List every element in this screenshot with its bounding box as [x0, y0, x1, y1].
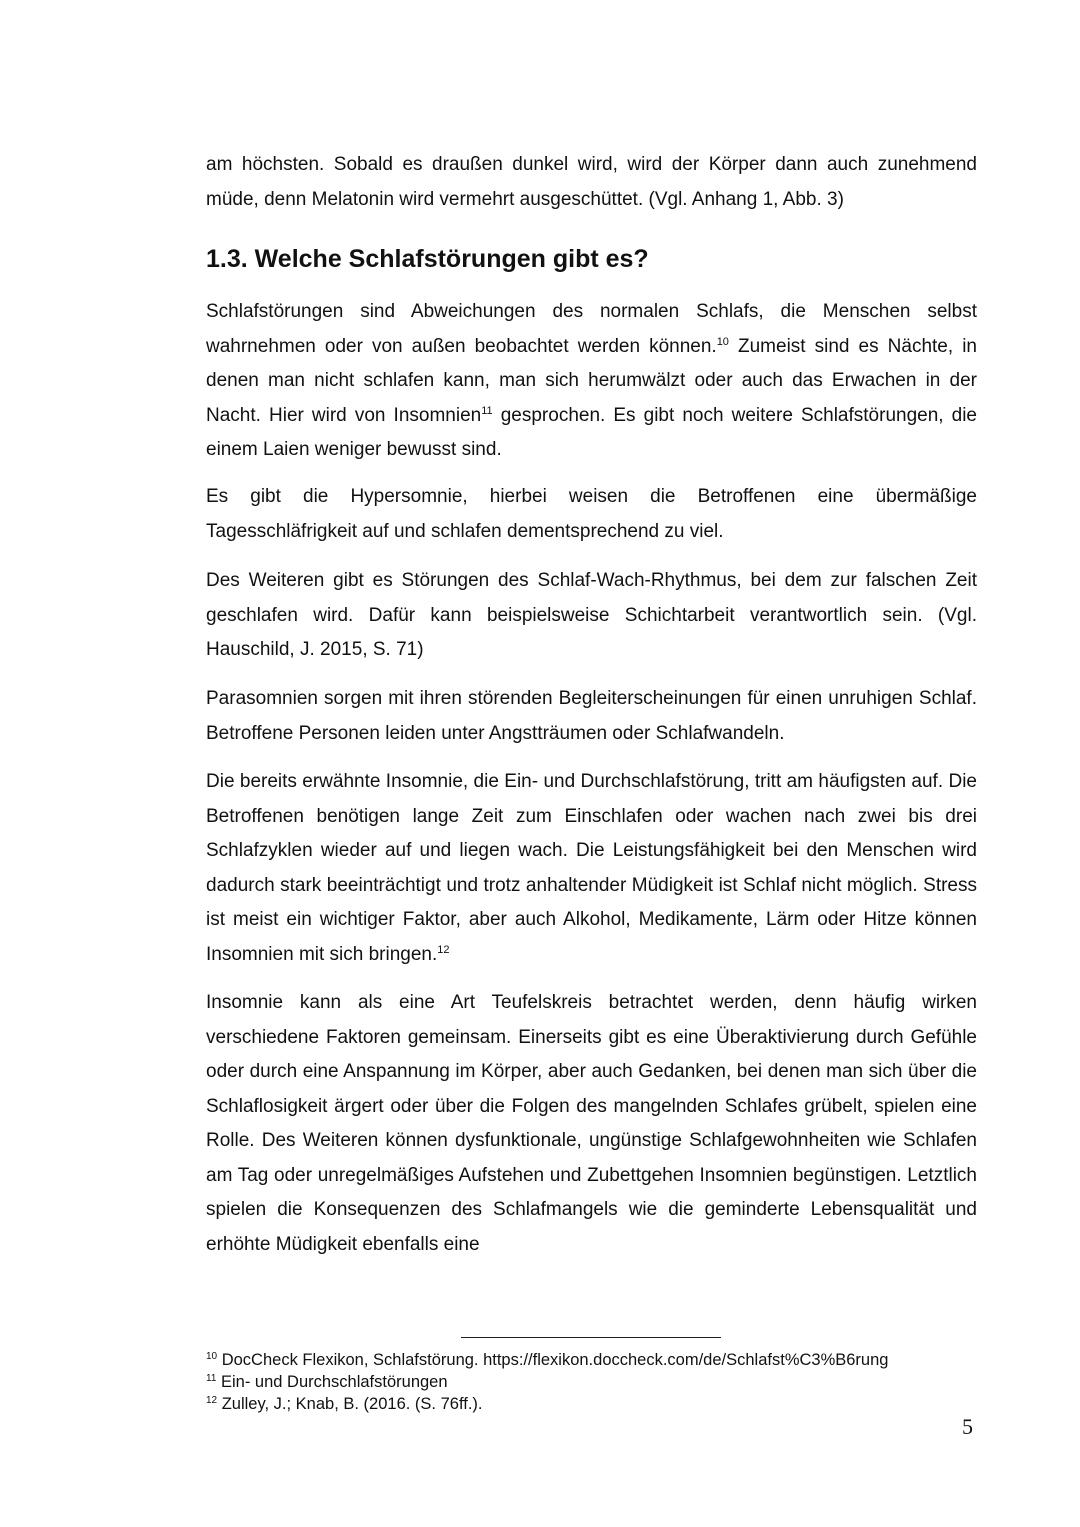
intro-paragraph	[206, 148, 977, 217]
text-segment: Schlafstörungen sind Abweichungen des normalen Schlafs, die Menschen selbst wahrnehmen oder von außen beobachtet werden können.	[206, 301, 977, 357]
footnote-number: 10	[206, 1351, 218, 1362]
paragraph-text	[206, 765, 977, 972]
text-segment: Die bereits erwähnte Insomnie, die Ein- und Durchschlafstörung, tritt am häufigsten auf. Die Betroffenen benötigen lange Zeit zum Einschlafen oder wachen nach zwei bis drei Schlafzyklen wieder auf und liegen wach. Die Leistungsfähigkeit bei den Menschen wird dadurch stark beeinträchtigt und trotz anhaltender Müdigkeit ist Schlaf nicht möglich. Stress ist meist ein wichtiger Faktor, aber auch Alkohol, Medikamente, Lärm oder Hitze können Insomnien mit sich bringen.	[206, 771, 977, 965]
footnote-ref-12[interactable]: 12	[437, 943, 450, 956]
section-heading: 1.3. Welche Schlafstörungen gibt es?	[206, 245, 649, 273]
footnote-10	[206, 1349, 986, 1371]
paragraph-text	[206, 295, 977, 468]
paragraph-insomnie	[206, 765, 977, 972]
footnote-11	[206, 1371, 986, 1393]
footnote-12	[206, 1393, 986, 1415]
footnote-separator	[461, 1337, 721, 1338]
paragraph-text: Es gibt die Hypersomnie, hierbei weisen die Betroffenen eine übermäßige Tagesschläfrigkeit auf und schlafen dementsprechend zu viel.	[206, 486, 977, 542]
footnote-number: 12	[206, 1395, 218, 1406]
footnotes	[206, 1349, 986, 1415]
footnote-text: Zulley, J.; Knab, B. (2016. (S. 76ff.).	[221, 1395, 483, 1413]
paragraph-text: am höchsten. Sobald es draußen dunkel wird, wird der Körper dann auch zunehmend müde, denn Melatonin wird vermehrt ausgeschüttet. (Vgl. Anhang 1, Abb. 3)	[206, 154, 977, 210]
footnote-text: Ein- und Durchschlafstörungen	[220, 1373, 448, 1391]
paragraph-hypersomnie	[206, 480, 977, 549]
paragraph-text: Parasomnien sorgen mit ihren störenden Begleiterscheinungen für einen unruhigen Schlaf. Betroffene Personen leiden unter Angstträumen oder Schlafwandeln.	[206, 688, 977, 744]
paragraph-text: Insomnie kann als eine Art Teufelskreis betrachtet werden, denn häufig wirken verschiedene Faktoren gemeinsam. Einerseits gibt es eine Überaktivierung durch Gefühle oder durch eine Anspannung im Körper, aber auch Gedanken, bei denen man sich über die Schlaflosigkeit ärgert oder über die Folgen des mangelnden Schlafes grübelt, spielen eine Rolle. Des Weiteren können dysfunktionale, ungünstige Schlafgewohnheiten wie Schlafen am Tag oder unregelmäßiges Aufstehen und Zubettgehen Insomnien begünstigen. Letztlich spielen die Konsequenzen des Schlafmangels wie die geminderte Lebensqualität und erhöhte Müdigkeit ebenfalls eine	[206, 992, 977, 1255]
paragraph-teufelskreis	[206, 986, 977, 1262]
paragraph-text: Des Weiteren gibt es Störungen des Schlaf-Wach-Rhythmus, bei dem zur falschen Zeit geschlafen wird. Dafür kann beispielsweise Schichtarbeit verantwortlich sein. (Vgl. Hauschild, J. 2015, S. 71)	[206, 570, 977, 660]
text-segment: gesprochen. Es gibt noch weitere Schlafstörungen, die einem Laien weniger bewusst sind.	[206, 404, 977, 460]
text-segment: Zumeist sind es Nächte, in denen man nicht schlafen kann, man sich herumwälzt oder auch das Erwachen in der Nacht. Hier wird von Insomnien	[206, 335, 977, 426]
paragraph-definition	[206, 295, 977, 468]
paragraph-rhythmus	[206, 564, 977, 668]
footnote-text: DocCheck Flexikon, Schlafstörung. https://flexikon.doccheck.com/de/Schlafst%C3%B6rung	[221, 1351, 889, 1369]
paragraph-parasomnien	[206, 682, 977, 751]
footnote-number: 11	[206, 1373, 217, 1384]
page-number: 5	[962, 1414, 973, 1439]
footnote-ref-11[interactable]: 11	[481, 404, 493, 417]
footnote-ref-10[interactable]: 10	[716, 335, 729, 348]
